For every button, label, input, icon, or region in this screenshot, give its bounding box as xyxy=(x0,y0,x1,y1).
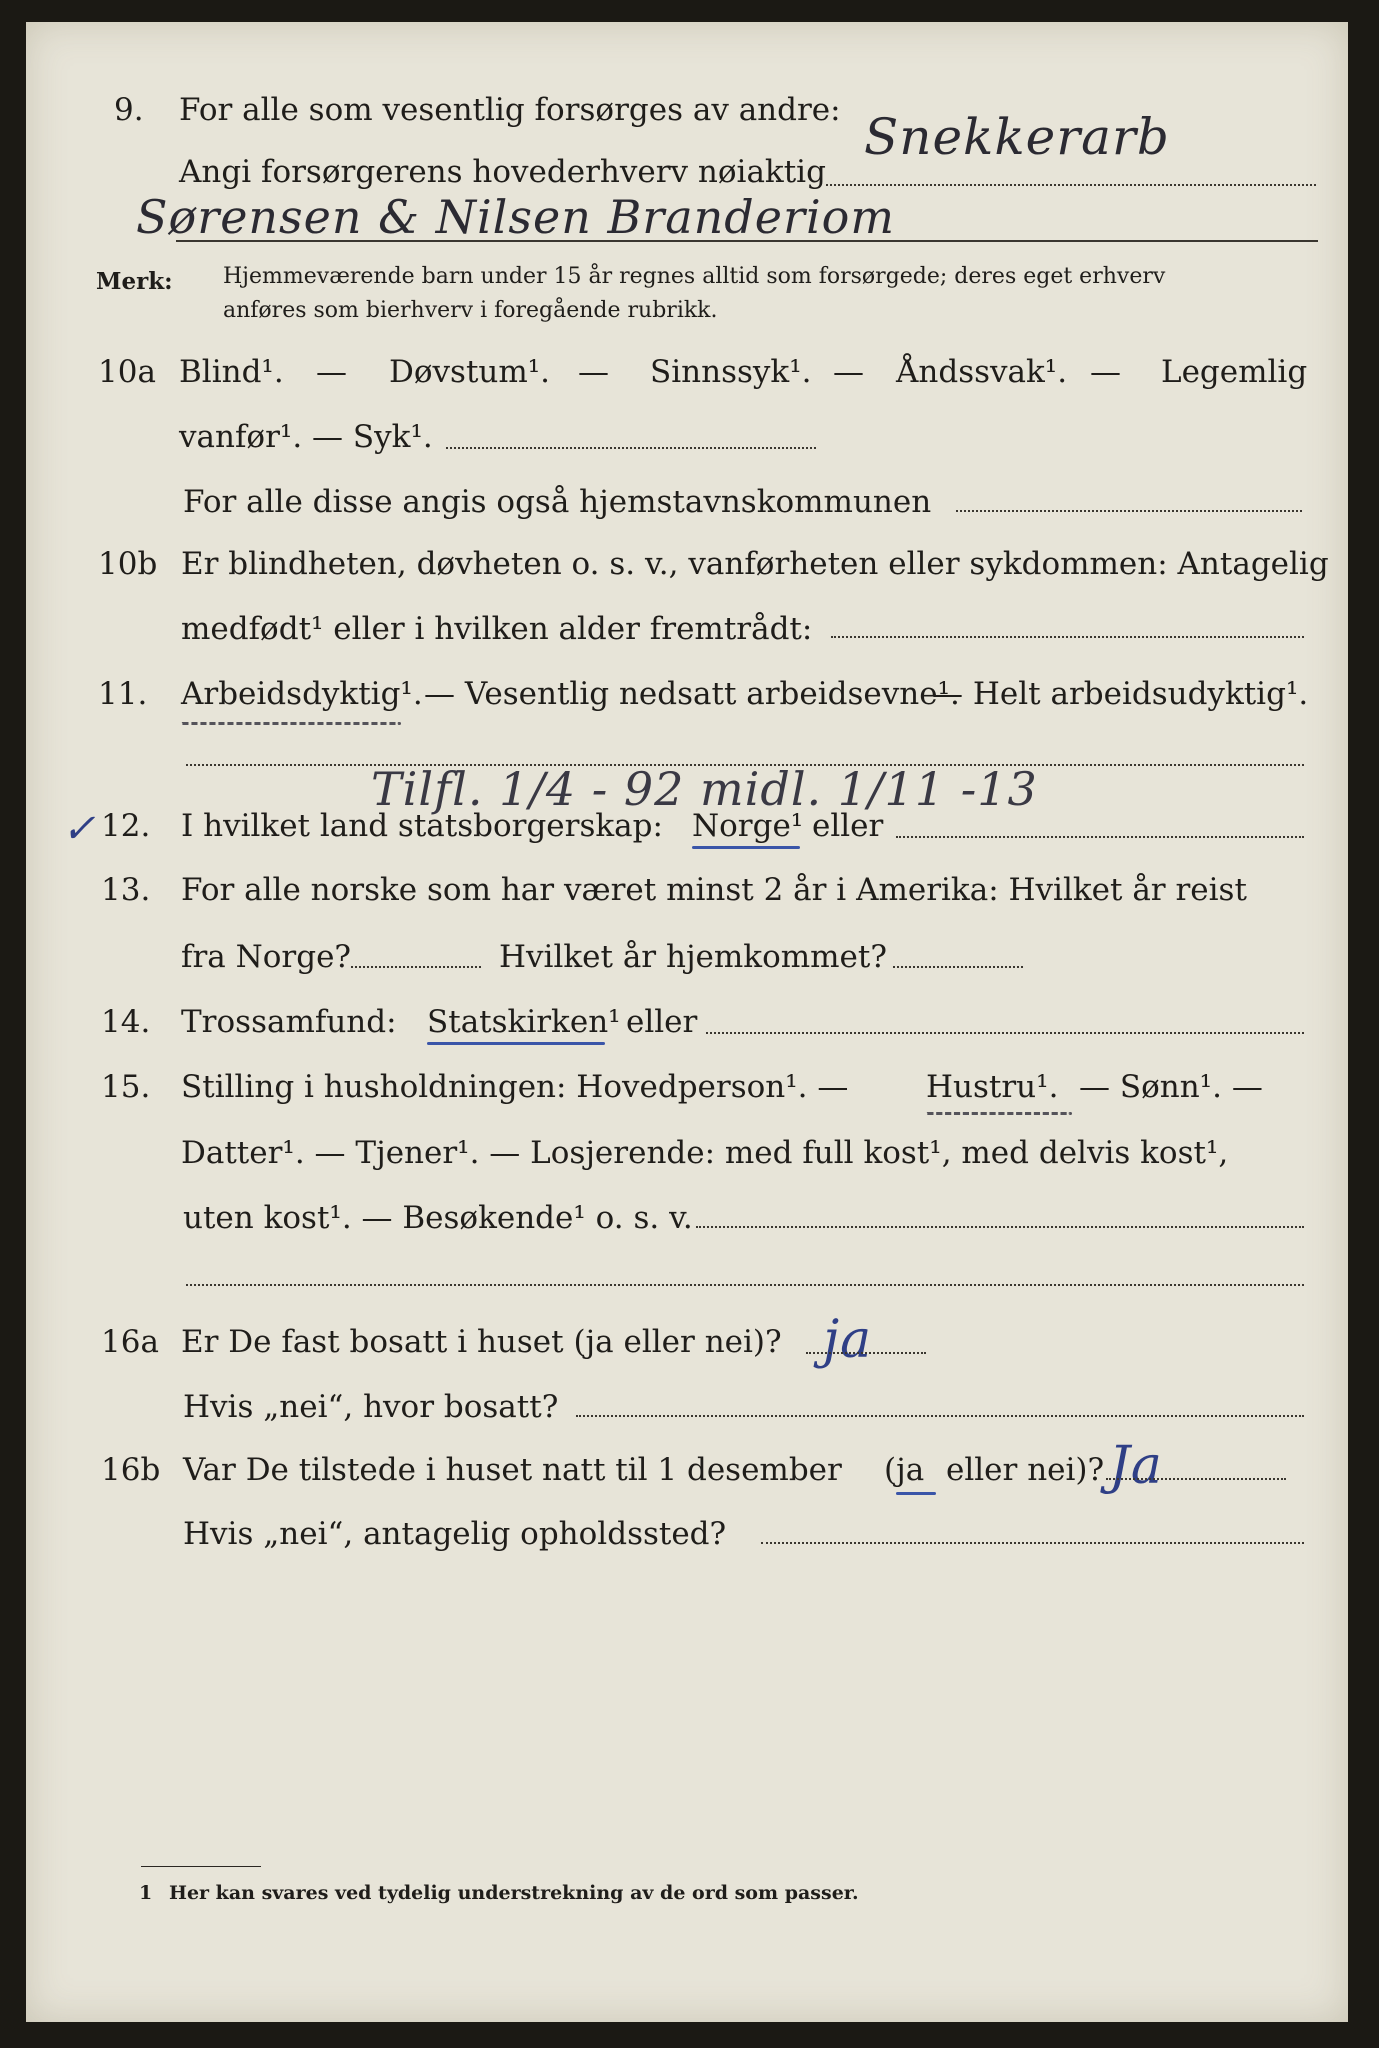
footnote-mark: 1 xyxy=(139,1882,153,1904)
q16a-line2: Hvis „nei“, hvor bosatt? xyxy=(183,1389,559,1425)
q9-number: 9. xyxy=(114,92,144,128)
q10a-andssvak: Åndssvak¹. xyxy=(896,354,1068,390)
q12-suffix: eller xyxy=(812,808,884,844)
q16a-answer: ja xyxy=(823,1310,873,1370)
q16b-dotted-line-1 xyxy=(1106,1478,1286,1480)
q9-solid-line-2 xyxy=(176,240,1318,242)
q12-margin-checkmark: ✓ xyxy=(62,806,97,852)
q11-underline-arbeidsdyktig xyxy=(181,722,401,725)
q11-answer: Tilfl. 1/4 - 92 midl. 1/11 -13 xyxy=(371,762,1038,816)
q9-answer-occupation: Snekkerarb xyxy=(864,108,1170,166)
q15-line1-a: Stilling i husholdningen: Hovedperson¹. — xyxy=(181,1069,849,1105)
q10a-dash-2: — xyxy=(578,354,609,390)
q10a-sinnssyk: Sinnssyk¹. xyxy=(650,354,812,390)
q12-option-norge: Norge¹ xyxy=(692,808,804,844)
q14-underline-statskirken xyxy=(427,1042,605,1045)
q11-number: 11. xyxy=(98,676,148,712)
q12-dotted-line xyxy=(896,836,1304,838)
q13-fra-norge: fra Norge? xyxy=(181,939,352,975)
q10a-dash-1: — xyxy=(316,354,347,390)
q12-underline-norge xyxy=(692,846,800,849)
q16b-option-ja: (ja xyxy=(884,1452,925,1488)
q15-option-hustru: Hustru¹. xyxy=(926,1069,1059,1105)
q16b-line2: Hvis „nei“, antagelig opholdssted? xyxy=(183,1516,727,1552)
q16a-dotted-line-2 xyxy=(576,1415,1304,1417)
q15-dotted-line-2 xyxy=(186,1284,1304,1286)
q11-option-udyktig: — Helt arbeidsudyktig¹. xyxy=(932,676,1309,712)
q15-line3: uten kost¹. — Besøkende¹ o. s. v. xyxy=(183,1200,693,1236)
q10a-dotted-line-2 xyxy=(956,510,1302,512)
q10a-line3: For alle disse angis også hjemstavnskommunen xyxy=(183,484,932,520)
merk-label: Merk: xyxy=(96,268,173,295)
q15-underline-hustru xyxy=(926,1112,1072,1115)
q16a-line1: Er De fast bosatt i huset (ja eller nei)? xyxy=(181,1324,782,1360)
q10b-dotted-line xyxy=(831,636,1304,638)
q10a-blind: Blind¹. xyxy=(179,354,284,390)
q16b-underline-ja xyxy=(896,1492,936,1495)
q16b-line1-a: Var De tilstede i huset natt til 1 desember xyxy=(183,1452,842,1488)
q16b-number: 16b xyxy=(101,1452,161,1488)
q15-number: 15. xyxy=(101,1069,151,1105)
q9-dotted-line-1 xyxy=(826,184,1316,186)
q12-number: 12. xyxy=(101,808,151,844)
q16a-number: 16a xyxy=(101,1324,159,1360)
q9-answer-employer: Sørensen & Nilsen Branderiom xyxy=(136,190,895,244)
merk-line2: anføres som bierhverv i foregående rubrikk. xyxy=(223,298,718,323)
q11-option-nedsatt: — Vesentlig nedsatt arbeidsevne¹. xyxy=(424,676,960,712)
q9-line2: Angi forsørgerens hovederhverv nøiaktig xyxy=(179,154,826,190)
q10a-dovstum: Døvstum¹. xyxy=(389,354,551,390)
q12-text: I hvilket land statsborgerskap: xyxy=(181,808,663,844)
q16b-line1-c: eller nei)? xyxy=(946,1452,1105,1488)
q9-line1: For alle som vesentlig forsørges av andre: xyxy=(179,92,841,128)
q14-label: Trossamfund: xyxy=(181,1004,397,1040)
q14-suffix: eller xyxy=(626,1004,698,1040)
q13-dotted-line-1 xyxy=(351,966,481,968)
footnote-text: Her kan svares ved tydelig understrekning av de ord som passer. xyxy=(169,1882,859,1904)
q15-line2: Datter¹. — Tjener¹. — Losjerende: med full kost¹, med delvis kost¹, xyxy=(181,1135,1229,1171)
q10a-dash-4: — xyxy=(1090,354,1121,390)
q14-number: 14. xyxy=(101,1004,151,1040)
q16a-dotted-line-1 xyxy=(806,1352,926,1354)
q13-dotted-line-2 xyxy=(893,966,1023,968)
q13-line1: For alle norske som har været minst 2 år i Amerika: Hvilket år reist xyxy=(181,872,1247,908)
q14-dotted-line xyxy=(706,1032,1304,1034)
q11-option-arbeidsdyktig: Arbeidsdyktig¹. xyxy=(181,676,423,712)
q10a-dash-3: — xyxy=(833,354,864,390)
q15-dotted-line-1 xyxy=(696,1226,1304,1228)
q10a-dotted-line-1 xyxy=(446,447,816,449)
q13-number: 13. xyxy=(101,872,151,908)
footnote-rule xyxy=(141,1866,261,1867)
q10a-line2: vanfør¹. — Syk¹. xyxy=(179,419,433,455)
q14-option-statskirken: Statskirken¹ xyxy=(427,1004,621,1040)
q10b-line1: Er blindheten, døvheten o. s. v., vanførheten eller sykdommen: Antagelig xyxy=(181,546,1329,582)
q10a-number: 10a xyxy=(98,354,156,390)
q10b-line2: medfødt¹ eller i hvilken alder fremtrådt: xyxy=(181,611,813,647)
merk-line1: Hjemmeværende barn under 15 år regnes alltid som forsørgede; deres eget erhverv xyxy=(223,264,1166,289)
q15-line1-c: — Sønn¹. — xyxy=(1079,1069,1263,1105)
q13-hjemkommet: Hvilket år hjemkommet? xyxy=(499,939,887,975)
q16b-dotted-line-2 xyxy=(761,1542,1304,1544)
q10b-number: 10b xyxy=(98,546,158,582)
q16b-answer: Ja xyxy=(1109,1436,1163,1496)
q10a-legemlig: Legemlig xyxy=(1161,354,1308,390)
census-form-page xyxy=(26,22,1348,2022)
